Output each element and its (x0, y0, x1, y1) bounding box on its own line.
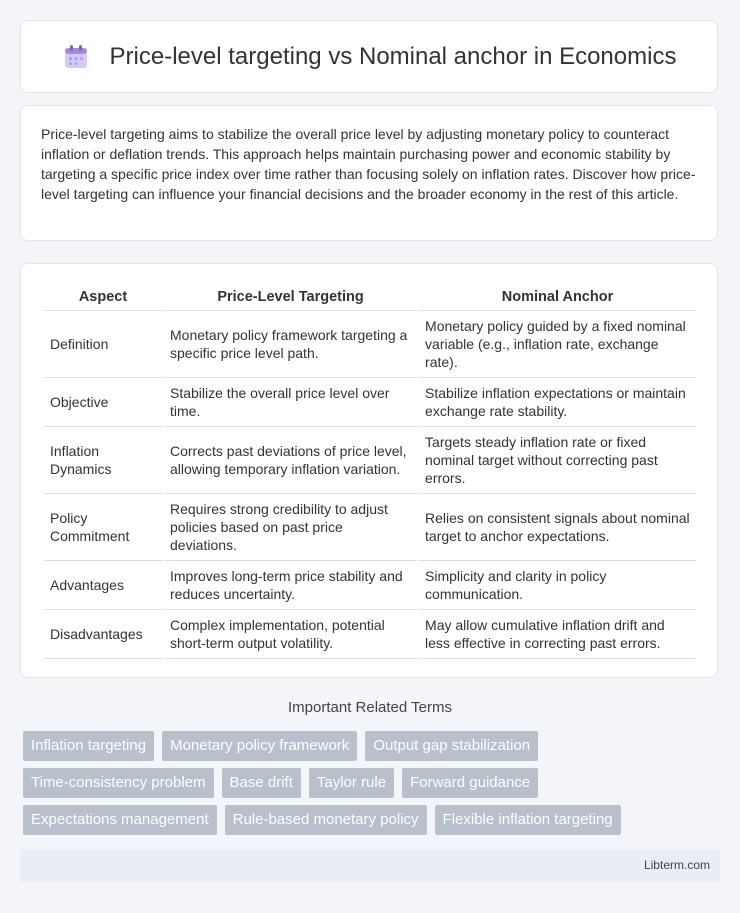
column-header-nominal-anchor: Nominal Anchor (418, 284, 696, 311)
row-price-level-cell: Improves long-term price stability and reduces uncertainty. (163, 561, 418, 610)
related-terms-heading: Important Related Terms (288, 699, 452, 716)
related-term-tag[interactable]: Flexible inflation targeting (435, 805, 621, 835)
table-row (43, 378, 696, 427)
row-aspect: Objective (43, 378, 163, 427)
row-aspect: Inflation Dynamics (43, 427, 163, 494)
row-price-level-cell: Complex implementation, potential short-term output volatility. (163, 610, 418, 659)
related-term-tag[interactable]: Monetary policy framework (162, 731, 357, 761)
table-row (43, 494, 696, 561)
comparison-table-card (20, 263, 718, 678)
row-price-level-cell: Requires strong credibility to adjust policies based on past price deviations. (163, 494, 418, 561)
row-aspect: Policy Commitment (43, 494, 163, 561)
related-term-tag[interactable]: Rule-based monetary policy (225, 805, 427, 835)
row-nominal-anchor-cell: Stabilize inflation expectations or maintain exchange rate stability. (418, 378, 696, 427)
table-row (43, 311, 696, 378)
row-price-level-cell: Stabilize the overall price level over time. (163, 378, 418, 427)
table-row (43, 561, 696, 610)
row-aspect: Disadvantages (43, 610, 163, 659)
row-aspect: Definition (43, 311, 163, 378)
column-header-price-level-targeting: Price-Level Targeting (163, 284, 418, 311)
table-header-row (43, 284, 696, 311)
row-price-level-cell: Monetary policy framework targeting a specific price level path. (163, 311, 418, 378)
intro-card (20, 105, 718, 241)
related-term-tag[interactable]: Expectations management (23, 805, 217, 835)
page-title: Price-level targeting vs Nominal anchor in Economics (109, 42, 677, 70)
row-nominal-anchor-cell: Relies on consistent signals about nominal target to anchor expectations. (418, 494, 696, 561)
related-term-tag[interactable]: Inflation targeting (23, 731, 154, 761)
related-term-tag[interactable]: Taylor rule (309, 768, 394, 798)
footer-site-link[interactable]: Libterm.com (643, 858, 710, 872)
footer (20, 849, 720, 882)
related-terms-list (23, 731, 723, 835)
row-nominal-anchor-cell: May allow cumulative inflation drift and less effective in correcting past errors. (418, 610, 696, 659)
row-nominal-anchor-cell: Targets steady inflation rate or fixed nominal target without correcting past errors. (418, 427, 696, 494)
title-card (20, 20, 718, 93)
related-term-tag[interactable]: Time-consistency problem (23, 768, 214, 798)
related-term-tag[interactable]: Base drift (222, 768, 301, 798)
related-term-tag[interactable]: Output gap stabilization (365, 731, 538, 761)
intro-text: Price-level targeting aims to stabilize the overall price level by adjusting monetary policy to counteract inflation or deflation trends. This approach helps maintain purchasing power and economic stability by targeting a specific price index over time rather than focusing solely on inflation rates. Discover how price-level targeting can influence your financial decisions and the broader economy in the rest of this article. (41, 126, 696, 202)
row-nominal-anchor-cell: Simplicity and clarity in policy communication. (418, 561, 696, 610)
table-row (43, 427, 696, 494)
row-price-level-cell: Corrects past deviations of price level, allowing temporary inflation variation. (163, 427, 418, 494)
row-nominal-anchor-cell: Monetary policy guided by a fixed nominal variable (e.g., inflation rate, exchange rate). (418, 311, 696, 378)
calendar-icon (62, 43, 90, 71)
table-row (43, 610, 696, 659)
comparison-table (42, 284, 696, 659)
column-header-aspect: Aspect (43, 284, 163, 311)
related-term-tag[interactable]: Forward guidance (402, 768, 538, 798)
row-aspect: Advantages (43, 561, 163, 610)
